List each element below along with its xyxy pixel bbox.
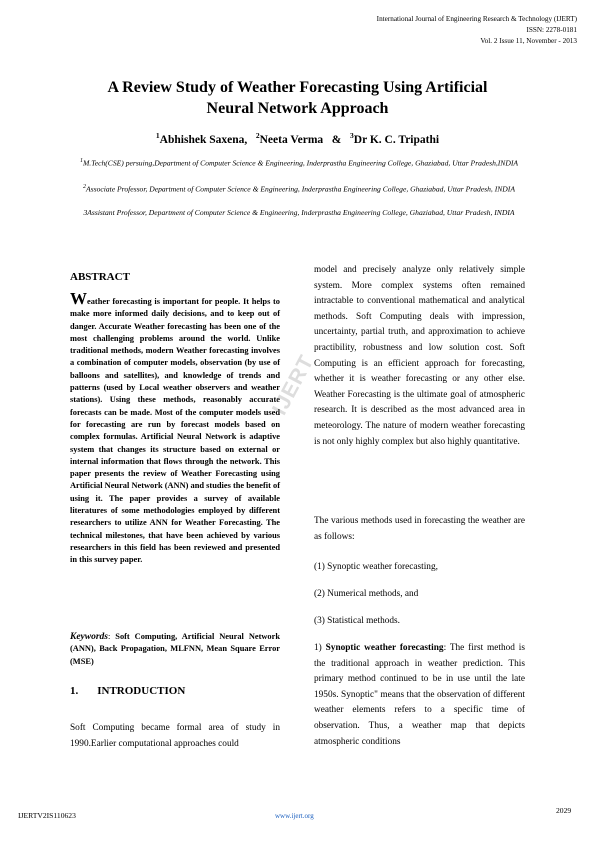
- affiliation-1-sup: 1: [79, 158, 83, 164]
- affiliation-3-text: 3Assistant Professor, Department of Computer Science & Engineering, Inderprastha Engineering College, Ghaziabad, Uttar Pradesh, INDIA: [83, 208, 515, 217]
- keywords: [70, 631, 280, 668]
- issn: ISSN: 2278-0181: [526, 26, 577, 34]
- author-1-sup: 1: [155, 131, 160, 140]
- method-list-item-1: (1) Synoptic weather forecasting,: [314, 562, 438, 572]
- affiliation-2-text: Associate Professor, Department of Computer Science & Engineering, Inderprastha Engineering College, Ghaziabad, Uttar Pradesh, INDIA: [86, 184, 515, 194]
- volume-issue: Vol. 2 Issue 11, November - 2013: [480, 37, 577, 45]
- website-link[interactable]: www.ijert.org: [275, 812, 314, 820]
- journal-header: [377, 14, 577, 47]
- journal-name: International Journal of Engineering Research & Technology (IJERT): [376, 15, 577, 23]
- synoptic-term: Synoptic weather forecasting: [325, 643, 444, 653]
- right-paragraph-1: model and precisely analyze only relatively simple system. More complex systems often remained intractable to conventional mathematical and analytical methods. Soft Computing deals with impression, uncertainty, partial truth, and approximation to achieve practibility, robustness and low solution cost. Soft Computing is an efficient approach for forecasting, whether it is weather forecasting or any other else. Weather Forecasting is the ultimate goal of atmospheric research. It is described as the most advanced area in meteorology. The nature of modern weather forecasting is not only highly complex but also highly quantitative.: [314, 265, 525, 447]
- method-list-item-2: (2) Numerical methods, and: [314, 589, 419, 599]
- author-2-name: Neeta Verma: [259, 133, 324, 146]
- affiliation-2-sup: 2: [83, 184, 87, 190]
- method-list-item-3: (3) Statistical methods.: [314, 616, 400, 626]
- title-line-2: Neural Network Approach: [206, 100, 389, 117]
- keywords-label: Keywords: [70, 632, 108, 642]
- synoptic-prefix: 1): [314, 643, 326, 653]
- author-2-sup: 2: [255, 131, 260, 140]
- affiliation-2: [64, 182, 534, 195]
- synoptic-text: : The first method is the traditional approach in weather prediction. This primary method continued to be in use until the late 1950s. Synoptic" means that the observation of different weather elements refers to a specific time of observation. Thus, a weather map that depicts atmospheric conditions: [314, 643, 525, 747]
- paper-title: [60, 77, 535, 119]
- introduction-body: Soft Computing became formal area of study in 1990.Earlier computational approaches could: [70, 723, 280, 749]
- keywords-text: Soft Computing, Artificial Neural Network (ANN), Back Propagation, MLFNN, Mean Square Error (MSE): [70, 632, 280, 666]
- author-list: [60, 131, 535, 146]
- author-3-name: Dr K. C. Tripathi: [353, 133, 440, 146]
- affiliation-1-text: M.Tech(CSE) persuing,Department of Computer Science & Engineering, Inderprastha Engineering College, Ghaziabad, Uttar Pradesh,INDIA: [82, 158, 519, 168]
- page-number: 2029: [556, 806, 572, 815]
- right-paragraph-2: The various methods used in forecasting the weather are as follows:: [314, 516, 525, 542]
- watermark: IJERT: [268, 351, 319, 419]
- affiliation-1: [64, 156, 534, 169]
- author-3-sup: 3: [350, 131, 354, 140]
- author-1-name: Abhishek Saxena,: [159, 133, 248, 146]
- keywords-colon: :: [108, 632, 116, 641]
- paper-id: IJERTV2IS110623: [18, 811, 76, 820]
- abstract-drop-cap: W: [70, 289, 87, 308]
- affiliation-3: [64, 208, 534, 219]
- author-separator: &: [331, 133, 342, 146]
- abstract-body: [70, 289, 280, 567]
- abstract-heading: ABSTRACT: [70, 271, 130, 283]
- abstract-text: eather forecasting is important for people. It helps to make more informed daily decisions, and to keep out of danger. Accurate Weather forecasting has been one of the most challenging problems around the world. Unlike traditional methods, modern Weather forecasting involves a combination of computer models, observation (by use of balloons and satellites), and knowledge of trends and patterns (used by Local weather observers and weather stations). Using these methods, reasonably accurate forecasts can be made. Most of the computer models used for forecasting are run by forecast models based on complex formulas. Artificial Neural Network is adaptive system that changes its structure based on external or internal information that flows through the network. This paper presents the review of Weather Forecasting using Artificial Neural Network (ANN) and studies the benefit of using it. The paper provides a survey of available literatures of some methodologies employed by different researchers to utilize ANN for Weather Forecasting. The technical milestones, that have been achieved by various researchers in this field has been reviewed and presented in this survey paper.: [70, 297, 280, 565]
- title-line-1: A Review Study of Weather Forecasting Using Artificial: [107, 79, 488, 96]
- right-paragraph-3: [314, 641, 525, 750]
- introduction-heading: 1. INTRODUCTION: [70, 685, 186, 697]
